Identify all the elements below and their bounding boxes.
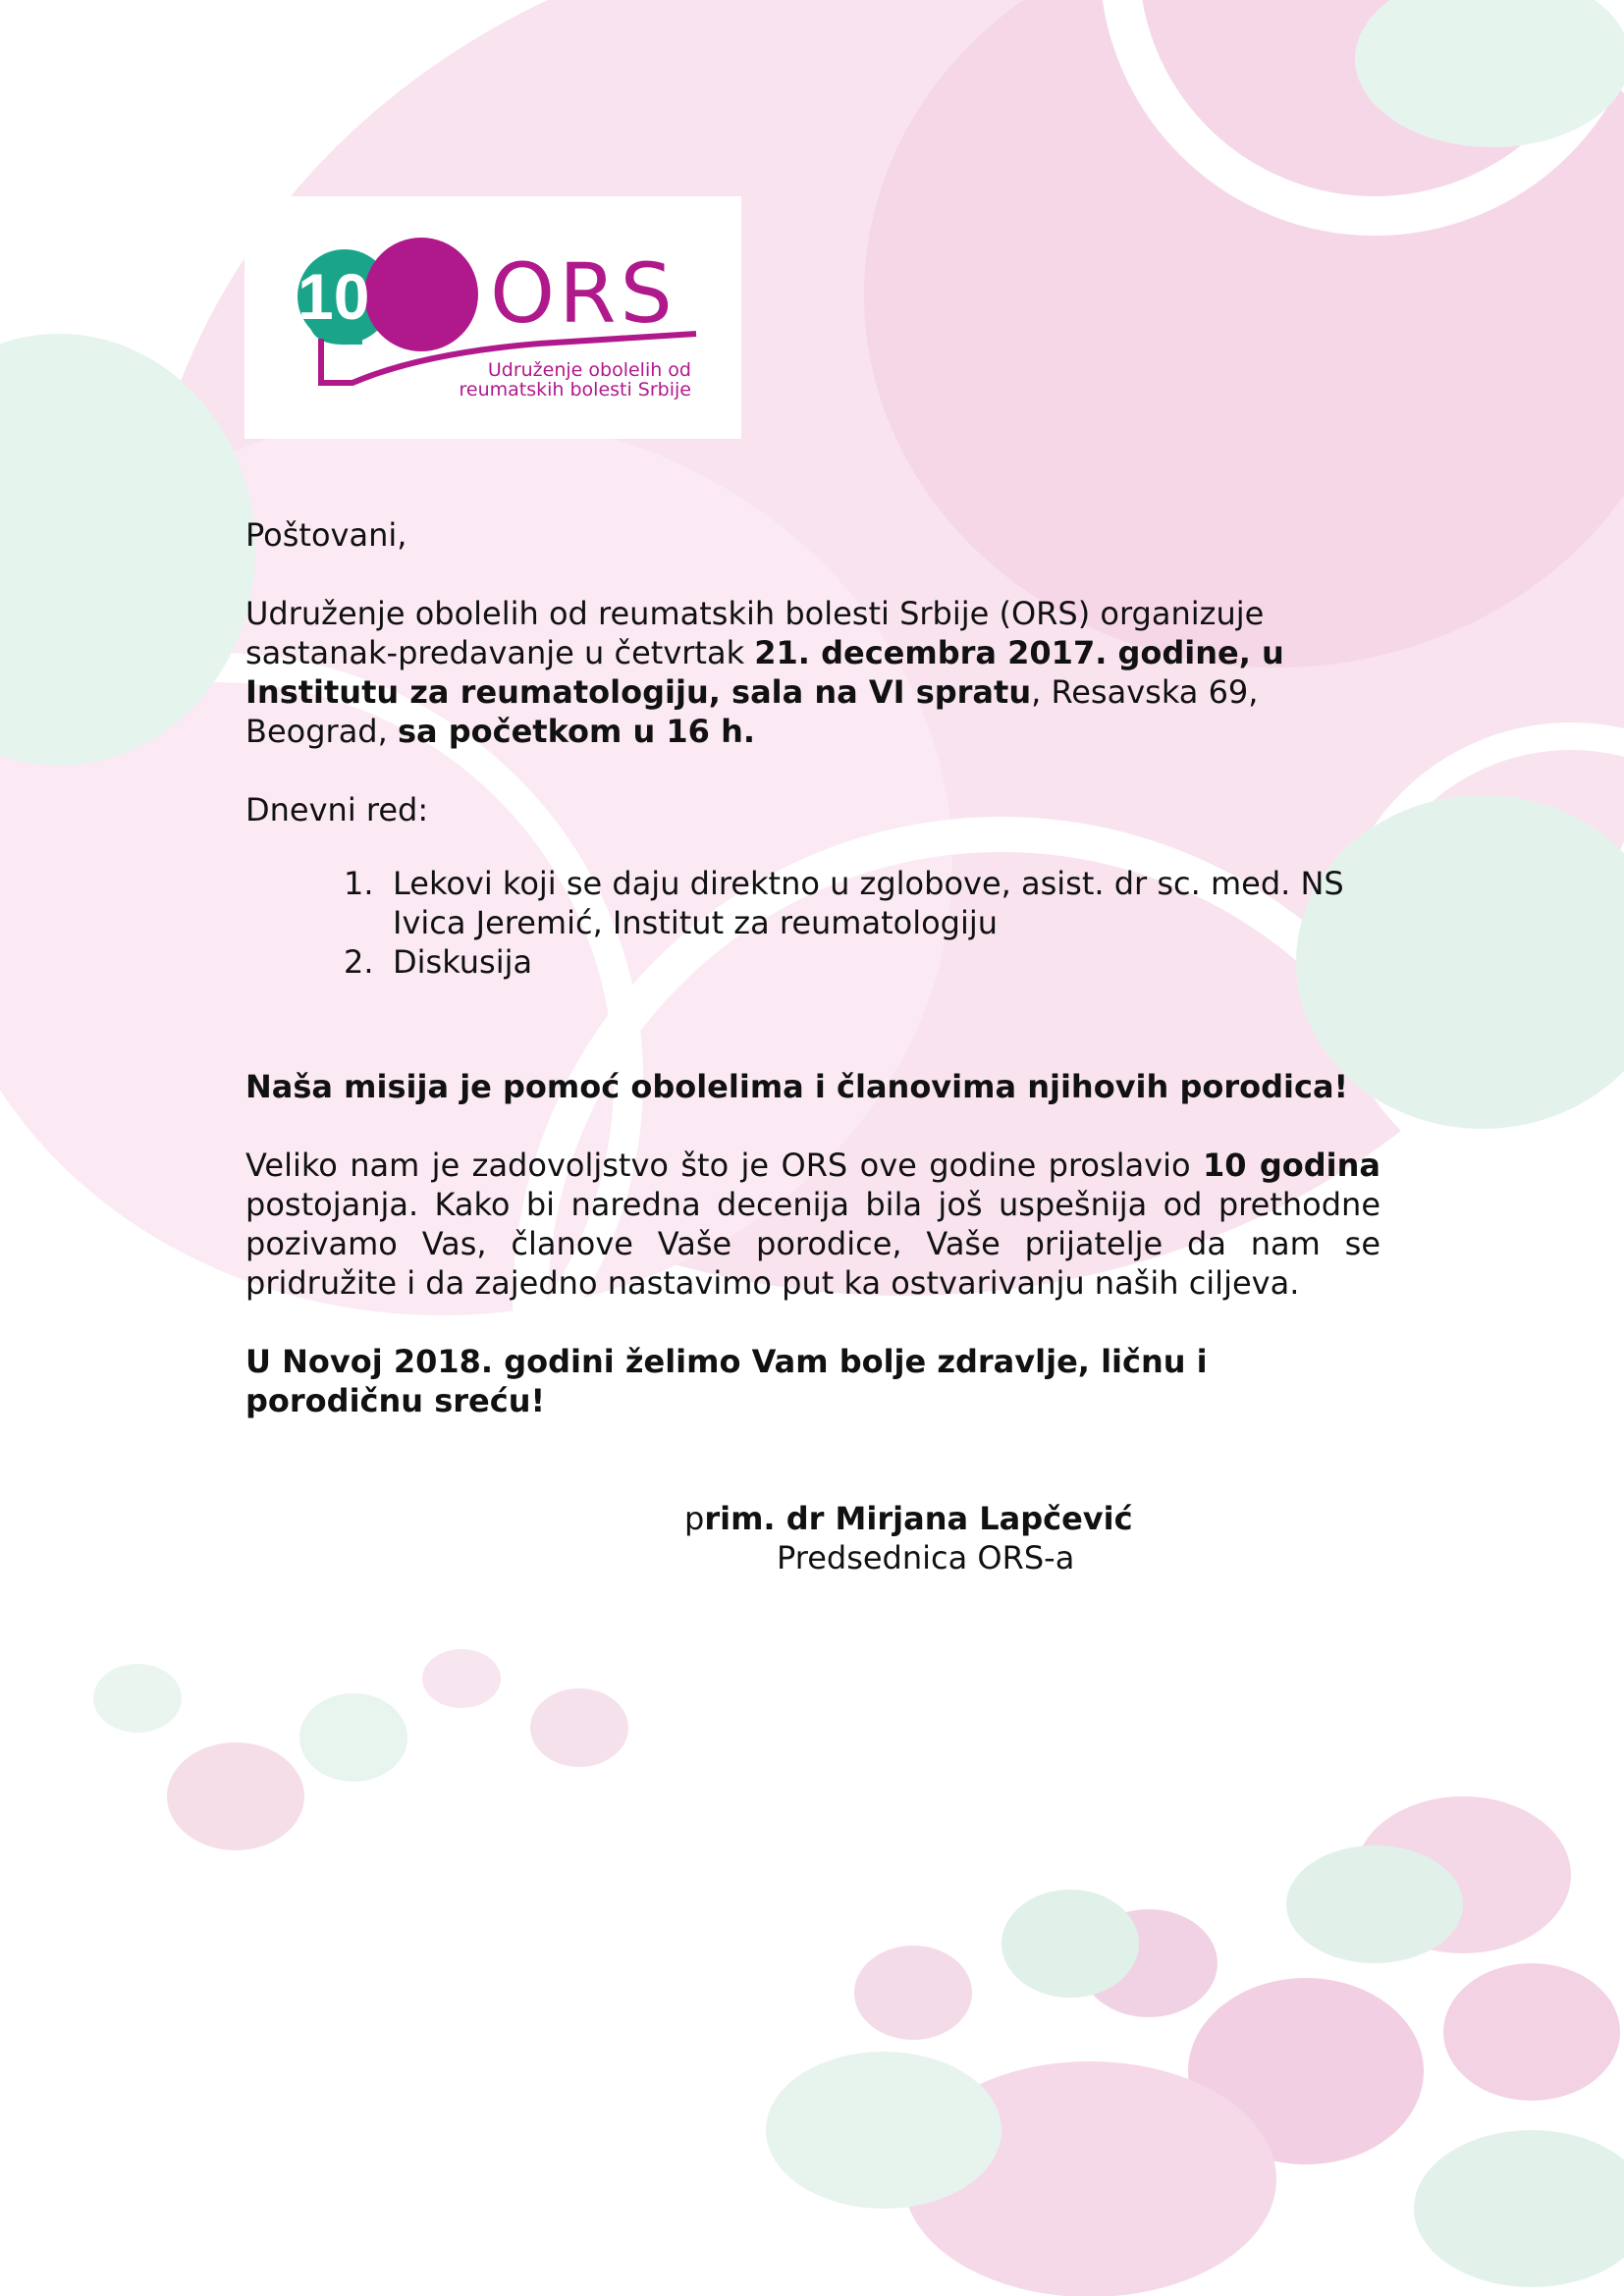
signature-name-rest: rim. dr Mirjana Lapčević	[704, 1500, 1133, 1537]
intro-start-time: sa početkom u 16 h.	[397, 713, 756, 750]
logo-badge-text: 10	[298, 260, 370, 333]
ors-logo-graphic	[244, 196, 741, 439]
new-year-greeting: U Novoj 2018. godini želimo Vam bolje zdravlje, ličnu i porodičnu sreću!	[245, 1343, 1208, 1419]
mission-statement: Naša misija je pomoć obolelima i članovima njihovih porodica!	[245, 1068, 1349, 1105]
anniversary-text-2: postojanja. Kako bi naredna decenija bila još uspešnija od prethodne pozivamo Vas, članove Vaše porodice, Vaše prijatelje da nam se pridružite i da zajedno nastavimo put ka ostvarivanju naših ciljeva.	[245, 1186, 1380, 1302]
signature-name	[684, 1499, 1133, 1538]
intro-address: , Resavska 69, Beograd,	[245, 673, 1259, 750]
agenda-item-number: 2.	[344, 943, 374, 981]
agenda-title: Dnevni red:	[245, 791, 429, 828]
logo-tagline-line2: reumatskih bolesti Srbije	[459, 379, 691, 400]
agenda-item-text: Diskusija	[393, 943, 533, 981]
agenda-item-number: 1.	[344, 865, 374, 902]
ors-logo	[244, 196, 741, 439]
logo-tagline-line1: Udruženje obolelih od	[487, 359, 691, 381]
anniversary-text-1: Veliko nam je zadovoljstvo što je ORS ove godine proslavio	[245, 1147, 1203, 1184]
salutation: Poštovani,	[245, 516, 407, 554]
intro-text-1: Udruženje obolelih od reumatskih bolesti Srbije (ORS) organizuje sastanak-predavanje u četvrtak	[245, 595, 1265, 671]
agenda-item	[245, 864, 1380, 942]
agenda-list	[245, 864, 1380, 982]
anniversary-years: 10 godina	[1202, 1147, 1381, 1184]
intro-date-location: 21. decembra 2017. godine, u Institutu za reumatologiju, sala na VI spratu	[245, 634, 1284, 711]
agenda-item	[245, 942, 1380, 982]
agenda-item-text: Lekovi koji se daju direktno u zglobove, asist. dr sc. med. NS Ivica Jeremić, Institut za reumatologiju	[393, 865, 1344, 941]
intro-paragraph	[245, 594, 1380, 751]
anniversary-paragraph	[245, 1146, 1380, 1303]
signature-name-prefix: p	[684, 1500, 705, 1537]
signature-title: Predsednica ORS-a	[777, 1539, 1075, 1576]
logo-brand-text: ORS	[490, 245, 677, 342]
logo-magenta-circle	[364, 238, 478, 351]
